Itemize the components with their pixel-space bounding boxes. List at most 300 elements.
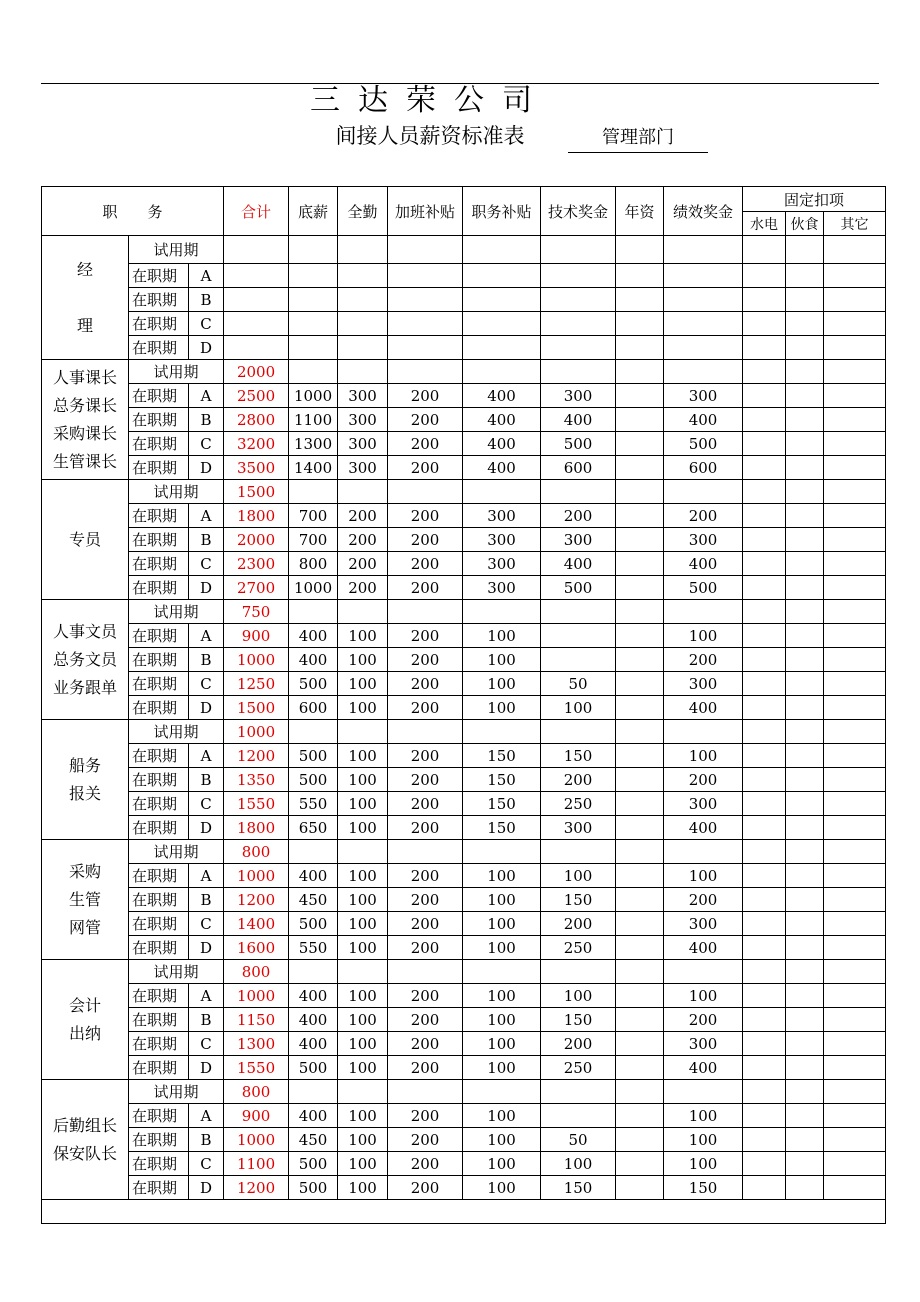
seniority-cell — [616, 408, 664, 432]
empty-cell — [388, 960, 463, 984]
tech-cell: 500 — [541, 432, 616, 456]
deduction-cell — [743, 816, 786, 840]
status-label: 在职期 — [129, 648, 189, 672]
empty-cell — [786, 960, 824, 984]
total-cell — [224, 288, 289, 312]
empty-cell — [541, 360, 616, 384]
seniority-cell — [616, 336, 664, 360]
performance-cell: 100 — [664, 1104, 743, 1128]
deduction-cell — [743, 1176, 786, 1200]
table-row — [42, 888, 886, 912]
grade-label: D — [189, 696, 224, 720]
header-duty: 职务补贴 — [463, 187, 541, 236]
duty-cell: 100 — [463, 1032, 541, 1056]
seniority-cell — [616, 984, 664, 1008]
status-label: 在职期 — [129, 312, 189, 336]
empty-cell — [743, 960, 786, 984]
attendance-cell: 200 — [338, 552, 388, 576]
grade-label: A — [189, 384, 224, 408]
empty-cell — [664, 236, 743, 264]
empty-cell — [616, 1080, 664, 1104]
deduction-cell — [743, 792, 786, 816]
seniority-cell — [616, 816, 664, 840]
total-cell: 1250 — [224, 672, 289, 696]
duty-cell — [463, 336, 541, 360]
table-row — [42, 1128, 886, 1152]
overtime-cell: 200 — [388, 696, 463, 720]
duty-cell: 300 — [463, 504, 541, 528]
performance-cell: 100 — [664, 864, 743, 888]
total-cell — [224, 264, 289, 288]
table-row — [42, 456, 886, 480]
grade-label: C — [189, 432, 224, 456]
header-deductions: 固定扣项 — [743, 187, 886, 212]
deduction-cell — [743, 528, 786, 552]
attendance-cell: 100 — [338, 1128, 388, 1152]
performance-cell: 400 — [664, 936, 743, 960]
attendance-cell: 100 — [338, 792, 388, 816]
duty-cell — [463, 312, 541, 336]
total-cell: 2000 — [224, 528, 289, 552]
header-utility: 水电 — [743, 212, 786, 236]
empty-cell — [338, 480, 388, 504]
empty-cell — [743, 236, 786, 264]
grade-label: A — [189, 744, 224, 768]
performance-cell: 200 — [664, 648, 743, 672]
tech-cell: 100 — [541, 1152, 616, 1176]
tech-cell — [541, 312, 616, 336]
status-label: 在职期 — [129, 888, 189, 912]
attendance-cell: 100 — [338, 648, 388, 672]
total-cell: 1800 — [224, 504, 289, 528]
performance-cell: 100 — [664, 1152, 743, 1176]
attendance-cell: 100 — [338, 936, 388, 960]
probation-label: 试用期 — [129, 720, 224, 744]
deduction-cell — [743, 744, 786, 768]
seniority-cell — [616, 1128, 664, 1152]
deduction-cell — [786, 432, 824, 456]
deduction-cell — [824, 816, 886, 840]
tech-cell: 100 — [541, 864, 616, 888]
total-cell: 2000 — [224, 360, 289, 384]
empty-cell — [463, 1080, 541, 1104]
total-cell: 1200 — [224, 1176, 289, 1200]
header-meal: 伙食 — [786, 212, 824, 236]
total-cell — [224, 312, 289, 336]
table-row — [42, 672, 886, 696]
grade-label: D — [189, 336, 224, 360]
status-label: 在职期 — [129, 336, 189, 360]
status-label: 在职期 — [129, 864, 189, 888]
empty-cell — [664, 1080, 743, 1104]
total-cell: 1000 — [224, 1128, 289, 1152]
base-cell — [289, 288, 338, 312]
header-seniority: 年资 — [616, 187, 664, 236]
header-base: 底薪 — [289, 187, 338, 236]
deduction-cell — [824, 1008, 886, 1032]
overtime-cell: 200 — [388, 384, 463, 408]
table-row — [42, 720, 886, 744]
deduction-cell — [743, 336, 786, 360]
deduction-cell — [786, 1056, 824, 1080]
total-cell — [224, 236, 289, 264]
deduction-cell — [743, 1152, 786, 1176]
tech-cell: 250 — [541, 792, 616, 816]
status-label: 在职期 — [129, 384, 189, 408]
duty-cell: 100 — [463, 1056, 541, 1080]
total-cell: 2700 — [224, 576, 289, 600]
deduction-cell — [824, 792, 886, 816]
total-cell: 1550 — [224, 792, 289, 816]
seniority-cell — [616, 888, 664, 912]
total-cell: 1000 — [224, 864, 289, 888]
probation-label: 试用期 — [129, 236, 224, 264]
role-name: 业务跟单 — [52, 677, 117, 697]
role-name: 总务课长 — [52, 395, 117, 415]
empty-cell — [338, 840, 388, 864]
attendance-cell: 100 — [338, 672, 388, 696]
duty-cell: 100 — [463, 1176, 541, 1200]
deduction-cell — [824, 1152, 886, 1176]
overtime-cell: 200 — [388, 1032, 463, 1056]
performance-cell — [664, 264, 743, 288]
grade-label: B — [189, 648, 224, 672]
grade-label: B — [189, 288, 224, 312]
deduction-cell — [743, 312, 786, 336]
seniority-cell — [616, 384, 664, 408]
empty-cell — [743, 480, 786, 504]
attendance-cell: 100 — [338, 1104, 388, 1128]
status-label: 在职期 — [129, 504, 189, 528]
seniority-cell — [616, 912, 664, 936]
status-label: 在职期 — [129, 1032, 189, 1056]
performance-cell: 100 — [664, 744, 743, 768]
grade-label: D — [189, 936, 224, 960]
total-cell: 800 — [224, 840, 289, 864]
status-label: 在职期 — [129, 288, 189, 312]
seniority-cell — [616, 1008, 664, 1032]
table-row — [42, 864, 886, 888]
empty-cell — [338, 360, 388, 384]
seniority-cell — [616, 432, 664, 456]
status-label: 在职期 — [129, 408, 189, 432]
status-label: 在职期 — [129, 696, 189, 720]
duty-cell: 100 — [463, 672, 541, 696]
grade-label: A — [189, 624, 224, 648]
empty-cell — [463, 720, 541, 744]
seniority-cell — [616, 528, 664, 552]
overtime-cell: 200 — [388, 552, 463, 576]
tech-cell: 100 — [541, 984, 616, 1008]
performance-cell: 200 — [664, 888, 743, 912]
status-label: 在职期 — [129, 456, 189, 480]
duty-cell: 150 — [463, 816, 541, 840]
base-cell: 600 — [289, 696, 338, 720]
deduction-cell — [786, 864, 824, 888]
status-label: 在职期 — [129, 528, 189, 552]
tech-cell: 150 — [541, 888, 616, 912]
attendance-cell: 100 — [338, 1152, 388, 1176]
status-label: 在职期 — [129, 1176, 189, 1200]
performance-cell — [664, 312, 743, 336]
seniority-cell — [616, 312, 664, 336]
deduction-cell — [824, 504, 886, 528]
grade-label: B — [189, 768, 224, 792]
overtime-cell: 200 — [388, 792, 463, 816]
deduction-cell — [786, 552, 824, 576]
deduction-cell — [824, 1032, 886, 1056]
total-cell: 750 — [224, 600, 289, 624]
table-row — [42, 840, 886, 864]
status-label: 在职期 — [129, 1104, 189, 1128]
performance-cell: 400 — [664, 552, 743, 576]
total-cell: 1300 — [224, 1032, 289, 1056]
seniority-cell — [616, 1104, 664, 1128]
base-cell: 400 — [289, 1008, 338, 1032]
duty-cell — [463, 288, 541, 312]
empty-cell — [289, 360, 338, 384]
table-row — [42, 1008, 886, 1032]
table-footer-row — [42, 1200, 886, 1224]
empty-cell — [743, 1080, 786, 1104]
deduction-cell — [743, 1008, 786, 1032]
header-performance: 绩效奖金 — [664, 187, 743, 236]
header-total: 合计 — [224, 187, 289, 236]
role-name: 后勤组长 — [52, 1115, 117, 1135]
role-name: 理 — [76, 315, 93, 335]
role-name: 会计 — [68, 995, 101, 1015]
status-label: 在职期 — [129, 792, 189, 816]
empty-cell — [289, 720, 338, 744]
total-cell: 3200 — [224, 432, 289, 456]
salary-standard-table — [41, 186, 886, 1224]
overtime-cell: 200 — [388, 888, 463, 912]
deduction-cell — [743, 936, 786, 960]
attendance-cell: 300 — [338, 384, 388, 408]
empty-cell — [463, 480, 541, 504]
tech-cell: 250 — [541, 936, 616, 960]
overtime-cell: 200 — [388, 648, 463, 672]
deduction-cell — [824, 672, 886, 696]
tech-cell: 150 — [541, 1176, 616, 1200]
total-cell: 2300 — [224, 552, 289, 576]
empty-cell — [824, 360, 886, 384]
grade-label: C — [189, 672, 224, 696]
role-name: 出纳 — [68, 1023, 101, 1043]
deduction-cell — [786, 888, 824, 912]
probation-label: 试用期 — [129, 480, 224, 504]
attendance-cell: 100 — [338, 1032, 388, 1056]
seniority-cell — [616, 768, 664, 792]
empty-cell — [786, 600, 824, 624]
base-cell: 450 — [289, 888, 338, 912]
empty-cell — [616, 600, 664, 624]
attendance-cell: 100 — [338, 768, 388, 792]
header-overtime: 加班补贴 — [388, 187, 463, 236]
tech-cell: 250 — [541, 1056, 616, 1080]
empty-cell — [388, 480, 463, 504]
attendance-cell: 100 — [338, 744, 388, 768]
attendance-cell: 100 — [338, 816, 388, 840]
role-names — [42, 600, 129, 720]
tech-cell: 150 — [541, 744, 616, 768]
duty-cell: 300 — [463, 552, 541, 576]
empty-cell — [338, 960, 388, 984]
empty-cell — [786, 236, 824, 264]
total-cell: 2500 — [224, 384, 289, 408]
deduction-cell — [786, 936, 824, 960]
status-label: 在职期 — [129, 816, 189, 840]
duty-cell: 400 — [463, 456, 541, 480]
attendance-cell — [338, 336, 388, 360]
overtime-cell — [388, 264, 463, 288]
total-cell: 1600 — [224, 936, 289, 960]
total-cell: 800 — [224, 1080, 289, 1104]
performance-cell: 400 — [664, 408, 743, 432]
role-name: 生管课长 — [52, 451, 117, 471]
deduction-cell — [824, 888, 886, 912]
empty-cell — [743, 840, 786, 864]
performance-cell: 100 — [664, 1128, 743, 1152]
performance-cell: 100 — [664, 624, 743, 648]
empty-cell — [541, 480, 616, 504]
deduction-cell — [786, 312, 824, 336]
table-row — [42, 1032, 886, 1056]
base-cell: 400 — [289, 1032, 338, 1056]
tech-cell — [541, 288, 616, 312]
base-cell: 500 — [289, 912, 338, 936]
seniority-cell — [616, 792, 664, 816]
tech-cell: 400 — [541, 408, 616, 432]
deduction-cell — [824, 432, 886, 456]
deduction-cell — [743, 384, 786, 408]
empty-cell — [388, 360, 463, 384]
performance-cell: 300 — [664, 912, 743, 936]
overtime-cell: 200 — [388, 408, 463, 432]
role-name: 专员 — [68, 529, 101, 549]
deduction-cell — [786, 624, 824, 648]
empty-cell — [824, 960, 886, 984]
seniority-cell — [616, 504, 664, 528]
table-row — [42, 744, 886, 768]
table-row — [42, 912, 886, 936]
status-label: 在职期 — [129, 1152, 189, 1176]
base-cell: 500 — [289, 1176, 338, 1200]
total-cell: 1000 — [224, 720, 289, 744]
grade-label: B — [189, 1008, 224, 1032]
deduction-cell — [743, 504, 786, 528]
status-label: 在职期 — [129, 1056, 189, 1080]
deduction-cell — [824, 576, 886, 600]
deduction-cell — [743, 576, 786, 600]
deduction-cell — [786, 1128, 824, 1152]
empty-cell — [824, 840, 886, 864]
deduction-cell — [824, 408, 886, 432]
deduction-cell — [824, 744, 886, 768]
deduction-cell — [786, 408, 824, 432]
deduction-cell — [824, 1104, 886, 1128]
empty-cell — [743, 720, 786, 744]
grade-label: D — [189, 456, 224, 480]
status-label: 在职期 — [129, 264, 189, 288]
seniority-cell — [616, 264, 664, 288]
empty-cell — [338, 600, 388, 624]
total-cell: 1800 — [224, 816, 289, 840]
duty-cell: 400 — [463, 384, 541, 408]
overtime-cell — [388, 288, 463, 312]
table-row — [42, 936, 886, 960]
deduction-cell — [824, 1128, 886, 1152]
tech-cell: 200 — [541, 768, 616, 792]
deduction-cell — [743, 624, 786, 648]
base-cell: 500 — [289, 744, 338, 768]
empty-cell — [289, 1080, 338, 1104]
performance-cell: 300 — [664, 792, 743, 816]
overtime-cell: 200 — [388, 984, 463, 1008]
tech-cell: 200 — [541, 504, 616, 528]
header-other: 其它 — [824, 212, 886, 236]
empty-cell — [664, 720, 743, 744]
base-cell — [289, 264, 338, 288]
deduction-cell — [824, 912, 886, 936]
performance-cell: 500 — [664, 432, 743, 456]
deduction-cell — [824, 1176, 886, 1200]
performance-cell: 100 — [664, 984, 743, 1008]
deduction-cell — [743, 1056, 786, 1080]
deduction-cell — [824, 648, 886, 672]
status-label: 在职期 — [129, 936, 189, 960]
deduction-cell — [824, 264, 886, 288]
table-row — [42, 480, 886, 504]
empty-cell — [664, 480, 743, 504]
overtime-cell: 200 — [388, 504, 463, 528]
deduction-cell — [786, 696, 824, 720]
status-label: 在职期 — [129, 1128, 189, 1152]
table-row — [42, 984, 886, 1008]
department-label: 管理部门 — [568, 124, 708, 153]
attendance-cell: 100 — [338, 888, 388, 912]
role-name: 网管 — [68, 917, 101, 937]
total-cell: 1200 — [224, 744, 289, 768]
table-row — [42, 408, 886, 432]
probation-label: 试用期 — [129, 960, 224, 984]
overtime-cell: 200 — [388, 432, 463, 456]
overtime-cell: 200 — [388, 744, 463, 768]
deduction-cell — [824, 936, 886, 960]
empty-cell — [388, 236, 463, 264]
grade-label: C — [189, 552, 224, 576]
seniority-cell — [616, 936, 664, 960]
role-name: 报关 — [68, 783, 101, 803]
role-names — [42, 1080, 129, 1200]
deduction-cell — [824, 288, 886, 312]
overtime-cell: 200 — [388, 576, 463, 600]
empty-cell — [541, 840, 616, 864]
deduction-cell — [786, 384, 824, 408]
table-row — [42, 360, 886, 384]
empty-cell — [664, 840, 743, 864]
table-row — [42, 600, 886, 624]
grade-label: C — [189, 912, 224, 936]
attendance-cell: 300 — [338, 456, 388, 480]
empty-cell — [541, 600, 616, 624]
empty-cell — [338, 720, 388, 744]
deduction-cell — [786, 264, 824, 288]
total-cell: 1350 — [224, 768, 289, 792]
deduction-cell — [786, 792, 824, 816]
deduction-cell — [786, 672, 824, 696]
empty-cell — [289, 960, 338, 984]
